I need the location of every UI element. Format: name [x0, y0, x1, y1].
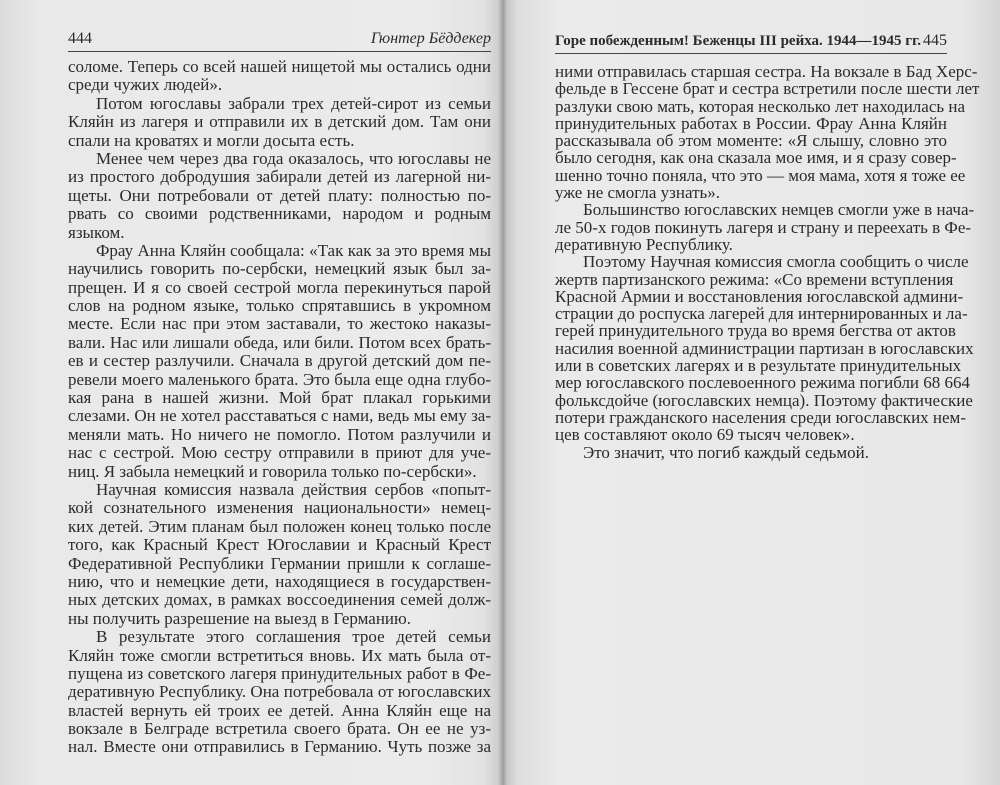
text-line: Фрау Анна Кляйн сообщала: «Так как за это время мы [96, 240, 491, 260]
text-line: вали. Нас или лишали обеда, или били. Потом всех брать- [68, 332, 491, 352]
text-line: мер югославского послевоенного режима погибли 68 664 [555, 373, 971, 393]
text-line: уже не смогла узнать». [555, 183, 721, 203]
text-line: деративную Республику. [555, 234, 733, 254]
text-line: Кляйн из лагеря и отправили их в детский дом. Там они [68, 112, 491, 132]
text-line: щеты. Они потребовали от детей плату: полностью по- [68, 185, 491, 205]
text-line: слов на родном языке, только спрятавшись в укромном [68, 296, 491, 316]
text-line: того, как Красный Крест Югославии и Красный Крест [68, 535, 491, 555]
page-number: 445 [923, 32, 947, 49]
text-line: ных детских домах, в рамках воссоединения семей долж- [68, 590, 491, 610]
text-line: меняли мать. Но ничего не помогло. Потом разлучили и [68, 424, 491, 444]
right-page [503, 0, 1000, 785]
text-line: Кляйн тоже смогли встретиться вновь. Их мать была от- [68, 645, 491, 665]
text-line: ле 50-х годов покинуть лагеря и страну и переехать в Фе- [555, 217, 972, 237]
text-line: Это значит, что погиб каждый седьмой. [583, 442, 870, 462]
text-line: спали на кроватях и могли досыта есть. [68, 130, 355, 150]
text-line: Потом югославы забрали трех детей-сирот из семьи [96, 93, 491, 113]
text-line: среди чужих людей». [68, 75, 223, 95]
text-line: В результате этого соглашения трое детей семьи [96, 627, 491, 647]
text-line: прещен. И я со своей сестрой могла перекинуться парой [68, 277, 491, 297]
text-line: потери гражданского населения среди югославских нем- [555, 407, 966, 427]
text-line: кая рана в нашей жизни. Мой брат плакал горькими [68, 388, 491, 408]
text-line: жертв партизанского режима: «Со времени вступления [555, 269, 954, 289]
text-line: нас с сестрой. Мою сестру отправили в приют для уче- [68, 443, 491, 463]
text-line: ны получить разрешение на выезд в Германию. [68, 608, 411, 628]
page-number: 444 [68, 30, 92, 47]
text-line: властей вернуть ей троих ее детей. Анна Кляйн еще на [68, 700, 491, 720]
text-line: фельде в Гессене брат и сестра встретили после шести лет [555, 79, 980, 99]
text-line: научились говорить по-сербски, немецкий язык был за- [68, 259, 491, 279]
text-line: страции до роспуска лагерей для интернированных и ла- [555, 304, 968, 324]
page-body [68, 58, 491, 757]
text-line: Федеративной Республики Германии пришли к соглаше- [68, 553, 491, 573]
text-line: Красной Армии и восстановления югославской админи- [555, 286, 964, 306]
page-body [555, 62, 980, 462]
text-line: Научная комиссия назвала действия сербов «попыт- [96, 479, 491, 499]
text-line: герей принудительного труда во время бегства от актов [555, 321, 956, 341]
text-line: вокзале в Белграде встретила своего брата. Он ее не уз- [68, 719, 491, 739]
text-line: рвать со своими родственниками, народом и родным [68, 204, 491, 224]
text-line: фольксдойче (югославских немца). Поэтому фактические [555, 390, 973, 410]
text-line: ревели моего маленького брата. Это была еще одна глубо- [68, 369, 491, 389]
text-line: нал. Вместе они отправились в Германию. Чуть позже за [68, 737, 491, 757]
text-line: Большинство югославских немцев смогли уже в нача- [583, 200, 975, 220]
book-gutter [498, 0, 508, 785]
text-line: месте. Если нас при этом заставали, то жестоко наказы- [68, 314, 491, 334]
text-line: насилия военной администрации партизан в югославских [555, 338, 974, 358]
text-line: ниц. Я забыла немецкий и говорила только по-сербски». [68, 461, 477, 481]
text-line: пущена из советского лагеря принудительных работ в Фе- [68, 663, 491, 683]
text-line: Менее чем через два года оказалось, что югославы не [96, 148, 491, 168]
text-line: разлуки свою мать, которая несколько лет находилась на [555, 96, 966, 116]
text-line: нию, что и немецкие дети, находящиеся в государствен- [68, 571, 491, 591]
text-line: деративную Республику. Она потребовала от югославских [68, 682, 491, 702]
text-line: ев и сестер разлучили. Сначала в другой детский дом пе- [68, 351, 491, 371]
page-header [68, 30, 491, 52]
text-line: слезами. Он не хотел расставаться с нами, ведь мы ему за- [68, 406, 491, 426]
text-line: Поэтому Научная комиссия смогла сообщить о числе [583, 252, 969, 272]
text-line: языком. [68, 222, 125, 242]
page-header [555, 32, 947, 54]
text-line: соломе. Теперь со всей нашей нищетой мы остались одни [68, 57, 491, 76]
text-line: было сегодня, как она сказала мое имя, и я сразу совер- [555, 148, 957, 168]
running-title: Гюнтер Бёддекер [370, 30, 491, 47]
text-line: ких детей. Этим планам был положен конец только после [68, 516, 491, 536]
text-line: кой сознательного изменения национальности» немец- [68, 498, 491, 518]
text-line: цев составляют около 69 тысяч человек». [555, 425, 855, 445]
text-line: принудительных работах в России. Фрау Анна Кляйн [555, 113, 947, 133]
text-line: или в советских лагерях и в результате принудительных [555, 356, 962, 376]
running-title: Горе побежденным! Беженцы III рейха. 1944—1945 гг. [555, 33, 921, 49]
text-line: ними отправилась старшая сестра. На вокзале в Бад Херс- [555, 62, 978, 81]
text-line: шенно точно поняла, что это — моя мама, хотя я тоже ее [555, 165, 966, 185]
text-line: из простого добродушия забирали детей из лагерной ни- [68, 167, 491, 187]
text-line: рассказывала об этом моменте: «Я слышу, словно это [555, 131, 947, 151]
